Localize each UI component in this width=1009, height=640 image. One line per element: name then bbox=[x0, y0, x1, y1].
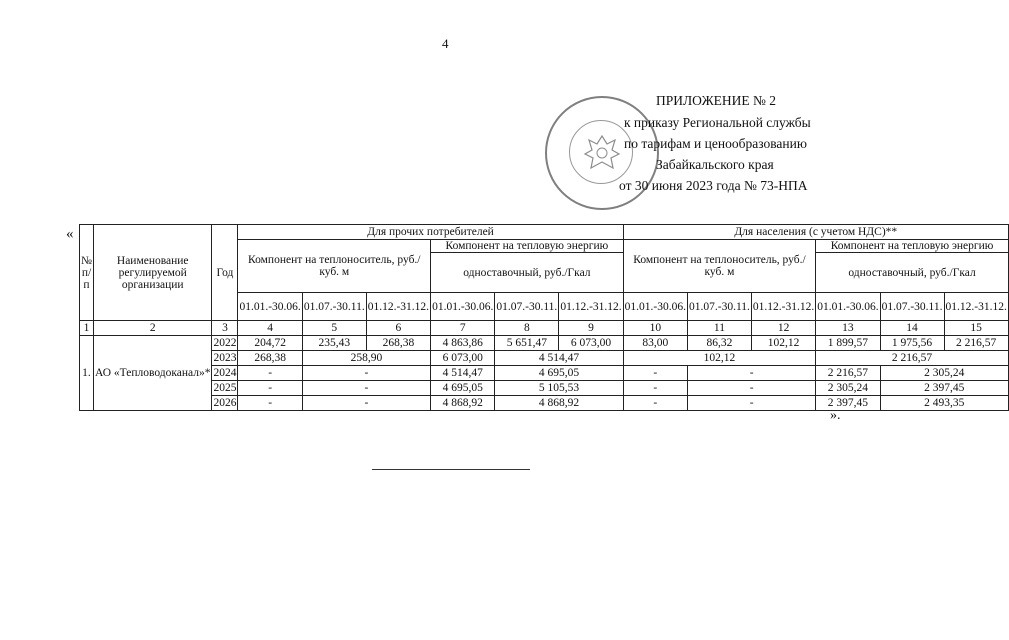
header-single-rate: одноставочный, руб./Гкал bbox=[816, 253, 1009, 293]
opening-quote: « bbox=[66, 226, 74, 242]
year-cell: 2023 bbox=[213, 352, 237, 364]
value-cell: 4 695,05 bbox=[431, 381, 495, 396]
value-cell: 4 868,92 bbox=[431, 396, 495, 411]
period-header: 01.01.-30.06. bbox=[238, 293, 302, 321]
value-cell: - bbox=[688, 396, 816, 411]
org-name: АО «Тепловодоканал»* bbox=[93, 336, 211, 411]
value-cell: - bbox=[688, 381, 816, 396]
value-cell: 4 695,05 bbox=[495, 366, 623, 381]
period-header: 01.07.-30.11. bbox=[688, 293, 752, 321]
column-number: 10 bbox=[623, 321, 687, 336]
coat-of-arms-icon bbox=[577, 128, 627, 178]
period-header: 01.01.-30.06. bbox=[816, 293, 880, 321]
table-row bbox=[80, 351, 1009, 366]
value-cell: 2 397,45 bbox=[816, 396, 880, 411]
value-cell: 6 073,00 bbox=[431, 351, 495, 366]
year-cell: 2026 bbox=[213, 397, 237, 409]
value-cell: 83,00 bbox=[623, 336, 687, 351]
value-cell: - bbox=[302, 381, 430, 396]
value-cell: 268,38 bbox=[366, 336, 430, 351]
value-cell: 102,12 bbox=[751, 336, 815, 351]
value-cell: 2 305,24 bbox=[880, 366, 1008, 381]
header-num: № п/п bbox=[80, 225, 94, 321]
value-cell: 86,32 bbox=[688, 336, 752, 351]
org-number: 1. bbox=[80, 336, 94, 411]
value-cell: 2 216,57 bbox=[816, 366, 880, 381]
period-header: 01.12.-31.12. bbox=[366, 293, 430, 321]
value-cell: 4 514,47 bbox=[431, 366, 495, 381]
appendix-line: к приказу Региональной службы bbox=[624, 115, 811, 130]
value-cell: 268,38 bbox=[238, 351, 302, 366]
divider-line bbox=[372, 469, 530, 470]
value-cell: - bbox=[238, 381, 302, 396]
header-heat-energy: Компонент на тепловую энергию bbox=[431, 240, 624, 253]
value-cell: 2 216,57 bbox=[816, 351, 1009, 366]
value-cell: - bbox=[302, 396, 430, 411]
appendix-line: по тарифам и ценообразованию bbox=[624, 136, 807, 151]
column-number: 9 bbox=[559, 321, 623, 336]
value-cell: 2 216,57 bbox=[944, 336, 1008, 351]
column-number: 4 bbox=[238, 321, 302, 336]
header-population: Для населения (с учетом НДС)** bbox=[623, 225, 1008, 240]
value-cell: 102,12 bbox=[623, 351, 816, 366]
header-heat-carrier: Компонент на теплоноситель, руб./куб. м bbox=[623, 240, 816, 293]
period-header: 01.12.-31.12. bbox=[944, 293, 1008, 321]
header-heat-carrier: Компонент на теплоноситель, руб./куб. м bbox=[238, 240, 431, 293]
appendix-line: от 30 июня 2023 года № 73-НПА bbox=[619, 178, 808, 193]
value-cell: - bbox=[623, 366, 687, 381]
value-cell: 1 975,56 bbox=[880, 336, 944, 351]
closing-quote: ». bbox=[830, 408, 841, 423]
column-number: 8 bbox=[495, 321, 559, 336]
column-number: 1 bbox=[80, 321, 94, 336]
value-cell: 4 514,47 bbox=[495, 351, 623, 366]
value-cell: 2 305,24 bbox=[816, 381, 880, 396]
column-number: 14 bbox=[880, 321, 944, 336]
value-cell: - bbox=[623, 396, 687, 411]
page-number: 4 bbox=[442, 36, 449, 51]
period-header: 01.07.-30.11. bbox=[302, 293, 366, 321]
period-header: 01.12.-31.12. bbox=[751, 293, 815, 321]
value-cell: 4 863,86 bbox=[431, 336, 495, 351]
value-cell: 2 397,45 bbox=[880, 381, 1008, 396]
table-row bbox=[80, 396, 1009, 411]
year-cell: 2024 bbox=[213, 367, 237, 379]
value-cell: 258,90 bbox=[302, 351, 430, 366]
value-cell: 6 073,00 bbox=[559, 336, 623, 351]
header-others: Для прочих потребителей bbox=[238, 225, 623, 240]
period-header: 01.01.-30.06. bbox=[623, 293, 687, 321]
value-cell: 5 105,53 bbox=[495, 381, 623, 396]
table-row bbox=[80, 366, 1009, 381]
value-cell: 5 651,47 bbox=[495, 336, 559, 351]
period-header: 01.07.-30.11. bbox=[880, 293, 944, 321]
tariff-table bbox=[79, 224, 1009, 411]
year-cell: 2025 bbox=[213, 382, 237, 394]
appendix-title: ПРИЛОЖЕНИЕ № 2 bbox=[656, 93, 777, 108]
header-single-rate: одноставочный, руб./Гкал bbox=[431, 253, 624, 293]
column-number-row bbox=[80, 321, 1009, 336]
column-number: 13 bbox=[816, 321, 880, 336]
table-row bbox=[80, 381, 1009, 396]
value-cell: - bbox=[238, 396, 302, 411]
table-row bbox=[80, 336, 1009, 351]
column-number: 7 bbox=[431, 321, 495, 336]
period-header: 01.01.-30.06. bbox=[431, 293, 495, 321]
period-header: 01.12.-31.12. bbox=[559, 293, 623, 321]
header-year: Год bbox=[212, 225, 238, 321]
value-cell: 1 899,57 bbox=[816, 336, 880, 351]
column-number: 5 bbox=[302, 321, 366, 336]
value-cell: 2 493,35 bbox=[880, 396, 1008, 411]
header-heat-energy: Компонент на тепловую энергию bbox=[816, 240, 1009, 253]
period-header: 01.07.-30.11. bbox=[495, 293, 559, 321]
value-cell: - bbox=[688, 366, 816, 381]
column-number: 15 bbox=[944, 321, 1008, 336]
year-cell: 2022 bbox=[213, 337, 237, 349]
header-org: Наименование регулируемой организации bbox=[93, 225, 211, 321]
column-number: 3 bbox=[212, 321, 238, 336]
column-number: 2 bbox=[93, 321, 211, 336]
value-cell: 4 868,92 bbox=[495, 396, 623, 411]
column-number: 12 bbox=[751, 321, 815, 336]
value-cell: - bbox=[302, 366, 430, 381]
value-cell: 204,72 bbox=[238, 336, 302, 351]
column-number: 11 bbox=[688, 321, 752, 336]
appendix-line: Забайкальского края bbox=[656, 157, 774, 172]
column-number: 6 bbox=[366, 321, 430, 336]
value-cell: - bbox=[623, 381, 687, 396]
value-cell: 235,43 bbox=[302, 336, 366, 351]
value-cell: - bbox=[238, 366, 302, 381]
